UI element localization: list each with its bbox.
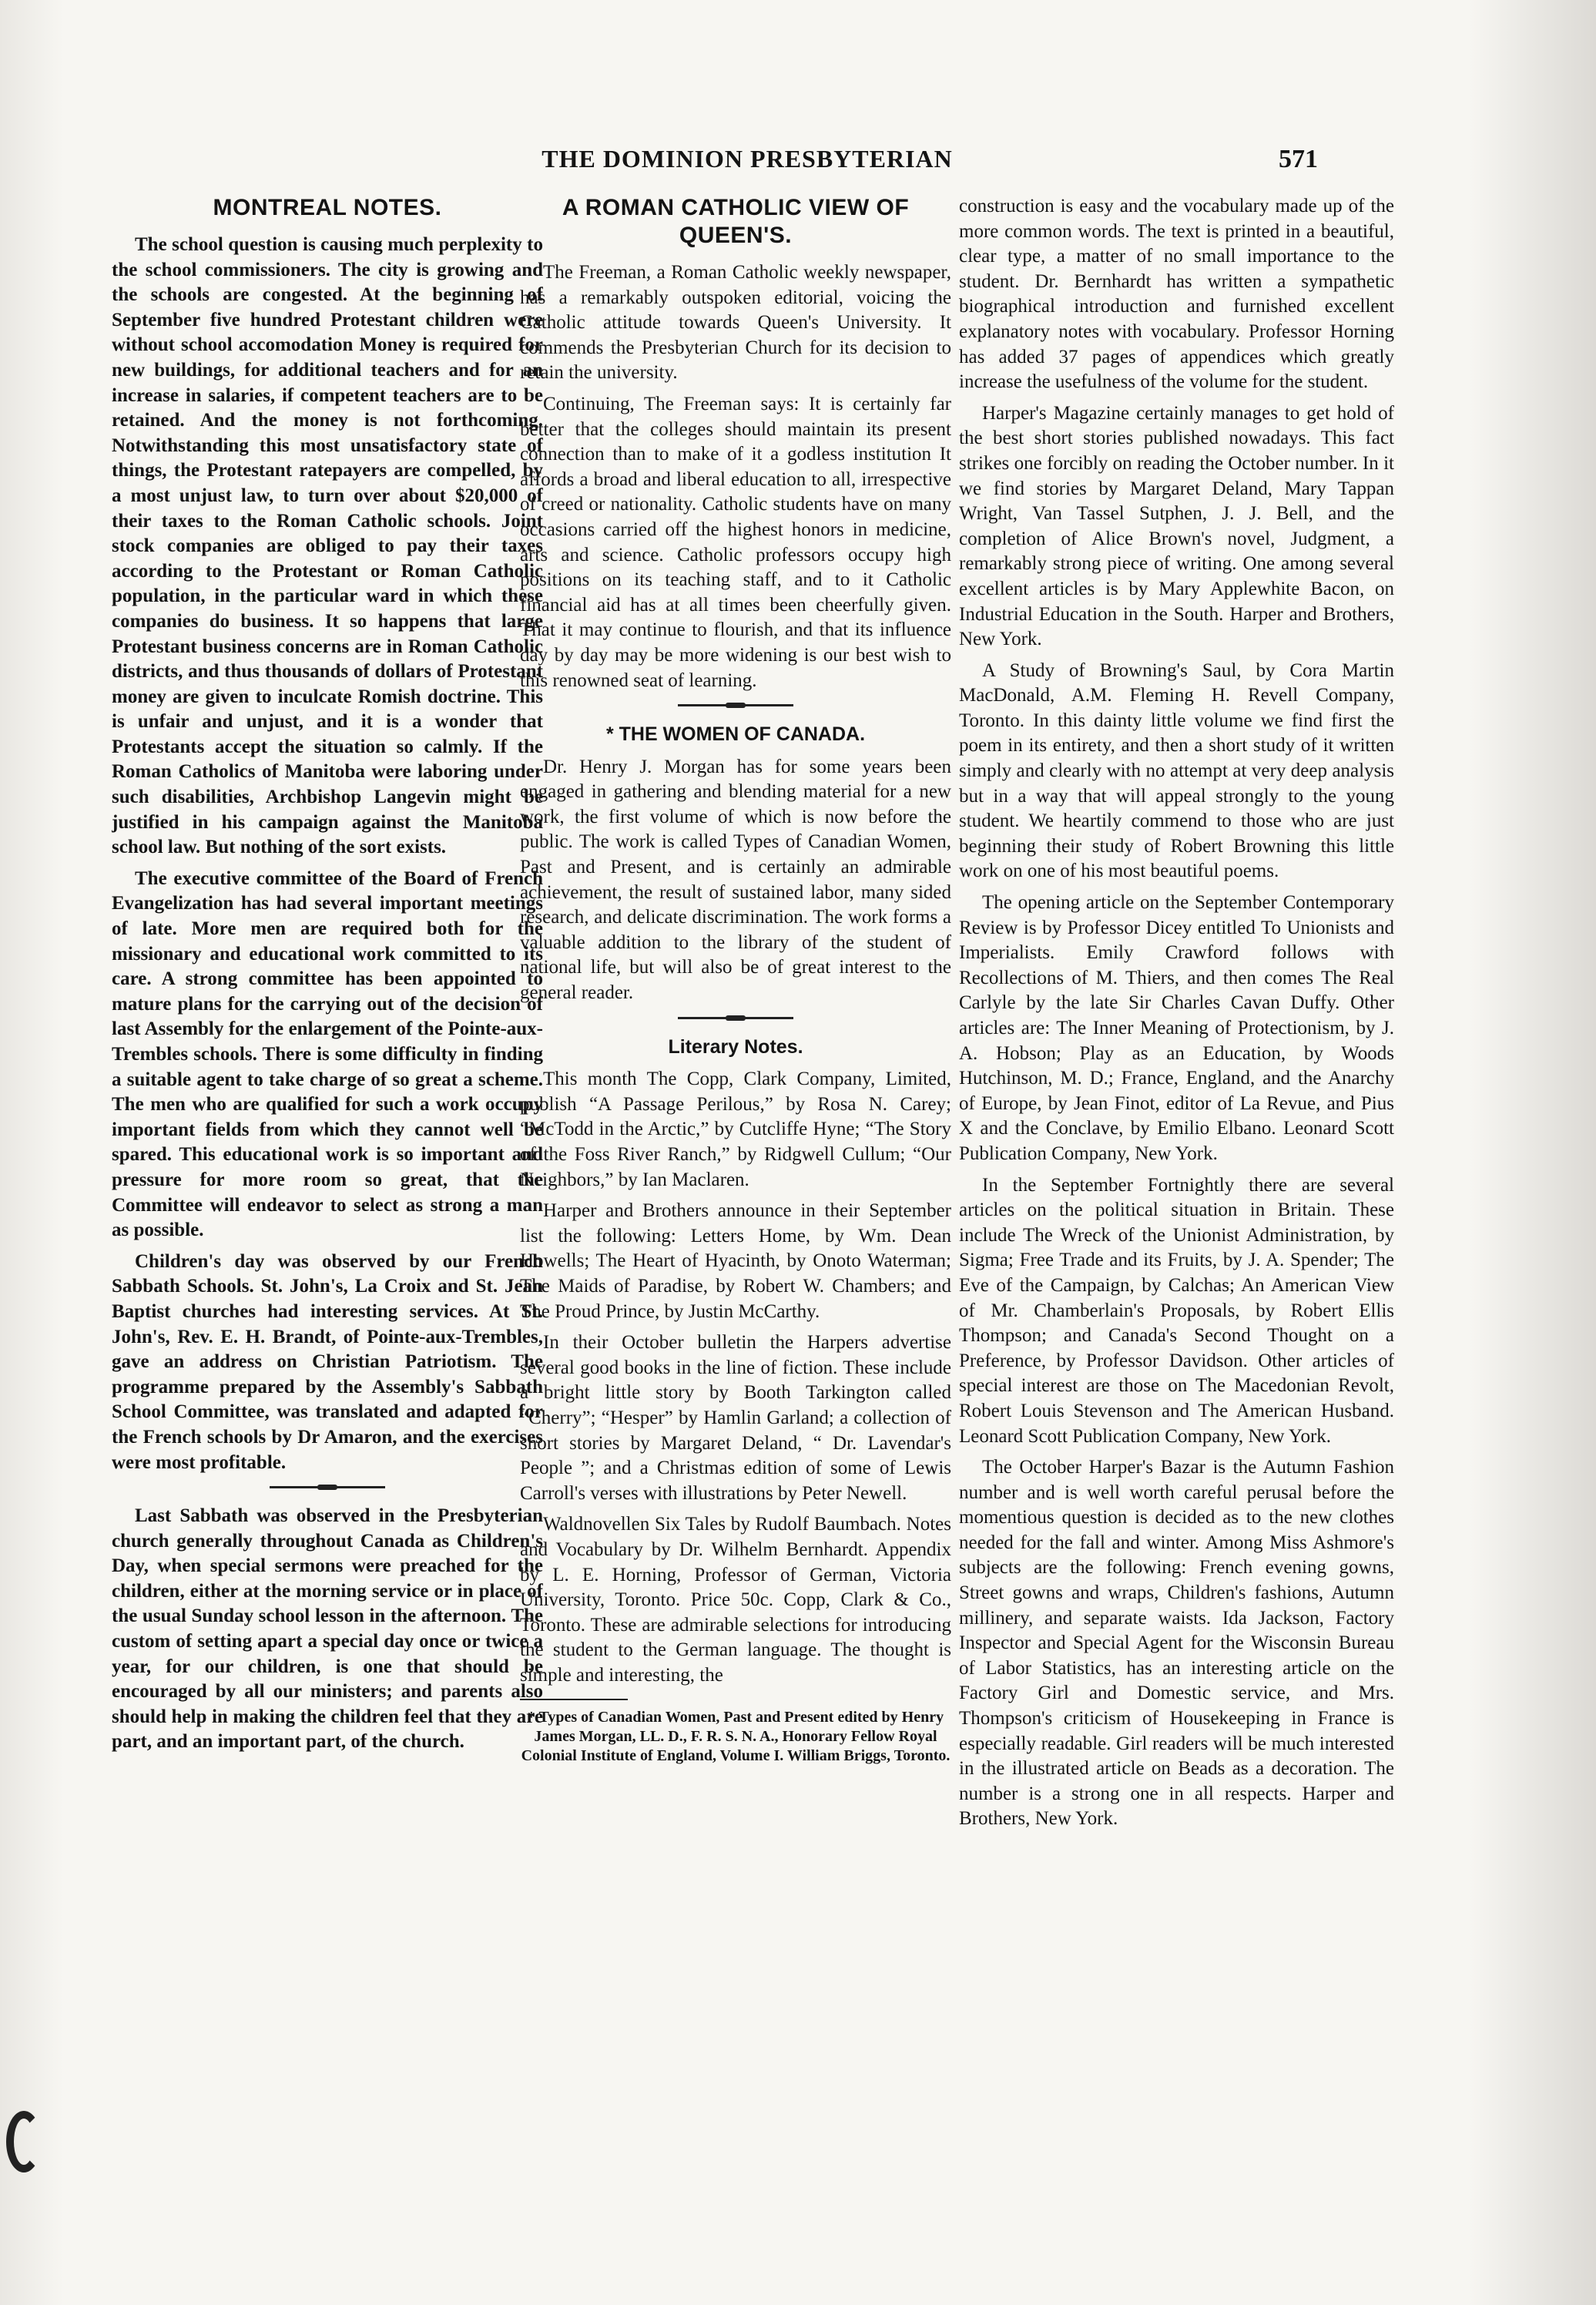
footnote: * Types of Canadian Women, Past and Present edited by Henry James Morgan, LL. D., F. R. S. N. A., Honorary Fellow Royal Colonial Institute of England, Volume I. William Briggs, Toronto. (521, 1709, 951, 1765)
article-paragraph: construction is easy and the vocabulary made up of the more common words. The text is printed in a beautiful, clear type, a matter of no small importance to the student. Dr. Bernhardt has written a sympathetic biographical introduction and furnished excellent explanatory notes with vocabulary. Professor Horning has added 37 pages of appendices which greatly increase the usefulness of the volume for the student. (959, 196, 1394, 393)
column-catholic-view (520, 194, 951, 2136)
article-paragraph: The Freeman, a Roman Catholic weekly newspaper, has a remarkably outspoken editorial, voicing the Catholic attitude towards Queen's University. It commends the Presbyterian Church for its decision to retain the university. (520, 262, 951, 384)
article-paragraph: A Study of Browning's Saul, by Cora Martin MacDonald, A.M. Fleming H. Revell Company, Toronto. In this dainty little volume we find first the poem in its entirety, and then a short study of it written simply and clearly with no attempt at very deep analysis but in a way that will appeal strongly to the young student. We heartily commend to those who are just beginning their study of Robert Browning this little work on one of his most beautiful poems. (959, 659, 1394, 882)
column-literary-notes-continued (959, 194, 1394, 2136)
article-heading-women-of-canada: * THE WOMEN OF CANADA. (605, 723, 866, 746)
article-heading-literary-notes: Literary Notes. (668, 1035, 803, 1058)
running-head (0, 145, 1596, 183)
article-paragraph: Last Sabbath was observed in the Presbyterian church generally throughout Canada as Children's Day, when special sermons were preached for the children, either at the morning service or in place of the usual Sunday school lesson in the afternoon. The custom of setting apart a special day once or twice a year, for our children, is one that should be encouraged by all our ministers; and parents also should help in making the children feel that they are part, and an important part, of the church. (112, 1505, 543, 1753)
article-paragraph: Dr. Henry J. Morgan has for some years been engaged in gathering and blending material for a new work, the first volume of which is now before the public. The work is called Types of Canadian Women, Past and Present, and is certainly an admirable achievement, the result of sustained labor, many sided research, and delicate discrimination. The work forms a valuable addition to the library of the student of national life, but will also be of great interest to the general reader. (520, 756, 951, 1004)
page-number: 571 (1279, 145, 1318, 173)
section-divider (678, 704, 793, 706)
section-divider (270, 1486, 385, 1488)
article-paragraph: The executive committee of the Board of French Evangelization has had several important meetings of late. More men are required both for the missionary and educational work committed to its care. A strong committee has been appointed to mature plans for the carrying out of the decision of last Assembly for the enlargement of the Pointe-aux-Trembles schools. There is some difficulty in finding a suitable agent to take charge of so great a scheme. The men who are qualified for such a work occupy important fields from which they cannot well be spared. This educational work is so important and pressure for more room so great, that the Committee will endeavor to select as strong a man as possible. (112, 867, 543, 1241)
column-montreal-notes (112, 194, 543, 2136)
article-paragraph: This month The Copp, Clark Company, Limited, publish “A Passage Perilous,” by Rosa N. Carey; “McTodd in the Arctic,” by Cutcliffe Hyne; “The Story of the Foss River Ranch,” by Ridgwell Cullum; “Our Neighbors,” by Ian Maclaren. (520, 1069, 951, 1190)
article-heading-montreal-notes: MONTREAL NOTES. (213, 195, 442, 220)
section-divider (678, 1017, 793, 1019)
footnote-rule (520, 1699, 628, 1700)
binding-hole-mark (6, 2111, 42, 2172)
article-paragraph: Harper and Brothers announce in their September list the following: Letters Home, by Wm. Dean Howells; The Heart of Hyacinth, by Onoto Waterman; The Maids of Paradise, by Robert W. Chambers; and The Proud Prince, by Justin McCarthy. (520, 1200, 951, 1322)
article-paragraph: In the September Fortnightly there are several articles on the political situation in Britain. These include The Wreck of the Unionist Administration, by Sigma; Free Trade and its Fruits, by J. A. Spender; The Eve of the Campaign, by Calchas; An American View of Mr. Chamberlain's Proposals, by Robert Ellis Thompson; and Canada's Second Thought on a Preference, by Professor Davidson. Other articles of special interest are those on The Macedonian Revolt, Robert Louis Stevenson and The American Husband. Leonard Scott Publication Company, New York. (959, 1174, 1394, 1447)
article-paragraph: Harper's Magazine certainly manages to get hold of the best short stories published nowadays. This fact strikes one forcibly on reading the October number. In it we find stories by Margaret Deland, Mary Tappan Wright, Van Tassel Sutphen, J. J. Bell, and the completion of Alice Brown's novel, Judgment, a remarkably strong piece of writing. One among several excellent articles is by Mary Applewhite Bacon, on Industrial Education in the South. Harper and Brothers, New York. (959, 402, 1394, 650)
article-paragraph: The school question is causing much perplexity to the school commissioners. The city is growing and the schools are congested. At the beginning of September five hundred Protestant children were without school accomodation Money is required for new buildings, for additional teachers and for an increase in salaries, if competent teachers are to be retained. And the money is not forthcoming. Notwithstanding this most unsatisfactory state of things, the Protestant ratepayers are compelled, by a most unjust law, to turn over about $20,000 of their taxes to the Roman Catholic schools. Joint stock companies are obliged to pay their taxes according to the Protestant or Roman Catholic population, in the particular ward in which these companies do business. It so happens that large Protestant business concerns are in Roman Catholic districts, and thus thousands of dollars of Protestant money are given to inculcate Romish doctrine. This is unfair and unjust, and it is a wonder that Protestants accept the situation so calmly. If the Roman Catholics of Manitoba were laboring under such disabilities, Archbishop Langevin might be justified in his campaign against the Manitoba school law. But nothing of the sort exists. (112, 234, 543, 858)
journal-title: THE DOMINION PRESBYTERIAN (542, 145, 953, 173)
article-paragraph: The opening article on the September Contemporary Review is by Professor Dicey entitled To Unionists and Imperialists. Emily Crawford follows with Recollections of M. Thiers, and then comes The Real Carlyle by the late Sir Charles Cavan Duffy. Other articles are: The Inner Meaning of Protectionism, by J. A. Hobson; Play as an Education, by Woods Hutchinson, M. D.; France, England, and the Anarchy of Europe, by Jean Finot, editor of La Revue, and Pius X and the Conclave, by Emilio Elbano. Leonard Scott Publication Company, New York. (959, 892, 1394, 1164)
article-paragraph: In their October bulletin the Harpers advertise several good books in the line of fiction. These include a bright little story by Booth Tarkington called “Cherry”; “Hesper” by Hamlin Garland; a collection of short stories by Margaret Deland, “ Dr. Lavendar's People ”; and a Christmas edition of some of Lewis Carroll's verses with illustrations by Peter Newell. (520, 1332, 951, 1504)
article-paragraph: Waldnovellen Six Tales by Rudolf Baumbach. Notes and Vocabulary by Dr. Wilhelm Bernhardt. Appendix by L. E. Horning, Professor of German, Victoria University, Toronto. Price 50c. Copp, Clark & Co., Toronto. These are admirable selections for introducing the student to the German language. The thought is simple and interesting, the (520, 1514, 951, 1686)
article-paragraph: The October Harper's Bazar is the Autumn Fashion number and is well worth careful perusal before the momentious question is decided as to the new clothes needed for the fall and winter. Among Miss Ashmore's subjects are the following: French evening gowns, Street gowns and wraps, Children's fashions, Autumn millinery, and separate waists. Ida Jackson, Factory Inspector and Special Agent for the Wisconsin Bureau of Labor Statistics, has an interesting article on the Factory Girl and Domestic service, and Mrs. Thompson's criticism of Housekeeping in France is especially readable. Girl readers will be much interested in the illustrated article on Beads as a decoration. The number is a strong one in all respects. Harper and Brothers, New York. (959, 1457, 1394, 1830)
article-heading-catholic-view: A ROMAN CATHOLIC VIEW OF QUEEN'S. (562, 195, 910, 248)
article-paragraph: Continuing, The Freeman says: It is certainly far better that the colleges should maintain its present connection than to make of it a godless institution It affords a broad and liberal education to all, irrespective of creed or nationality. Catholic students have on many occasions carried off the highest honors in medicine, arts and science. Catholic professors occupy high positions on its teaching staff, and to it Catholic financial aid has at all times been cheerfully given. That it may continue to flourish, and that its influence day by day may be more widening is our best wish to this renowned seat of learning. (520, 393, 951, 691)
article-paragraph: Children's day was observed by our French Sabbath Schools. St. John's, La Croix and St. Jean Baptist churches had interesting services. At St. John's, Rev. E. H. Brandt, of Pointe-aux-Trembles, gave an address on Christian Patriotism. The programme prepared by the Assembly's Sabbath School Committee, was translated and adapted for the French schools by Dr Amaron, and the exercises were most profitable. (112, 1250, 543, 1473)
